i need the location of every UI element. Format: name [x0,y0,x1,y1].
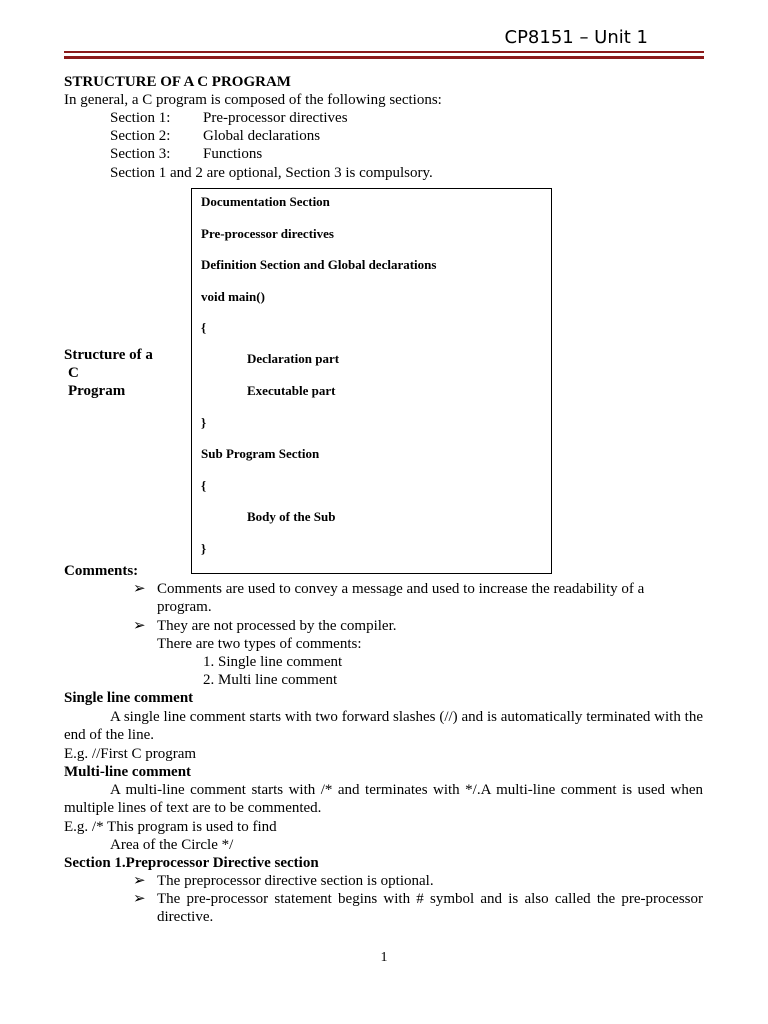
comment-type-1: 1. Single line comment [203,654,343,670]
section-title: STRUCTURE OF A C PROGRAM [64,74,291,90]
arrow-bullet-icon: ➢ [133,891,146,907]
box-definition: Definition Section and Global declarations [201,257,437,272]
box-body: Body of the Sub [247,509,336,524]
box-close-brace: } [201,415,207,430]
box-open-brace: { [201,320,207,335]
header-rule-thick [64,56,704,59]
multi-heading: Multi-line comment [64,764,192,780]
multi-example-2: Area of the Circle */ [110,837,234,853]
multi-example-1: E.g. /* This program is used to find [64,819,277,835]
structure-label-line: Structure of a [64,347,153,363]
section-name: Functions [203,146,263,162]
arrow-bullet-icon: ➢ [133,581,146,597]
multi-text: A multi-line comment starts with /* and terminates with */.A multi-line comment is used when multiple lines of text are to be commented. [64,782,703,816]
optional-note: Section 1 and 2 are optional, Section 3 is compulsory. [110,165,433,181]
types-intro: There are two types of comments: [157,636,362,652]
arrow-bullet-icon: ➢ [133,618,146,634]
box-executable: Executable part [247,383,336,398]
bullet-text: Comments are used to convey a message and used to increase the readability of a [157,581,645,597]
single-text: A single line comment starts with two forward slashes (//) and is automatically terminated with the end of the line. [64,709,703,743]
section-line-3 [110,145,262,163]
box-open-brace-2: { [201,478,207,493]
section-line-1 [110,109,348,127]
section-name: Global declarations [203,128,321,144]
single-heading: Single line comment [64,690,194,706]
intro-text: In general, a C program is composed of the following sections: [64,92,442,108]
bullet-text: They are not processed by the compiler. [157,618,397,634]
section-name: Pre-processor directives [203,110,348,126]
structure-label-line: Program [68,383,126,399]
comment-type-2: 2. Multi line comment [203,672,338,688]
running-header: CP8151 – Unit 1 [504,27,648,48]
structure-box [191,188,552,574]
arrow-bullet-icon: ➢ [133,873,146,889]
section-line-2 [110,127,320,145]
section1-heading: Section 1.Preprocessor Directive section [64,855,319,871]
box-documentation: Documentation Section [201,194,330,209]
bullet-text: The preprocessor directive section is optional. [157,873,434,889]
box-close-brace-2: } [201,541,207,556]
box-preprocessor: Pre-processor directives [201,226,334,241]
page-number: 1 [380,950,388,965]
section-num: Section 1: [110,110,171,126]
comments-heading: Comments: [64,563,139,579]
section-num: Section 2: [110,128,171,144]
box-main: void main() [201,289,265,304]
bullet-text: The pre-processor statement begins with # symbol and is also called the pre-processor directive. [157,891,703,925]
structure-label-line: C [68,365,79,381]
section-num: Section 3: [110,146,171,162]
structure-label [64,346,153,400]
box-declaration: Declaration part [247,351,340,366]
box-subprogram: Sub Program Section [201,446,320,461]
header-rule-thin [64,51,704,53]
bullet-text: program. [157,599,212,615]
single-example: E.g. //First C program [64,746,197,762]
